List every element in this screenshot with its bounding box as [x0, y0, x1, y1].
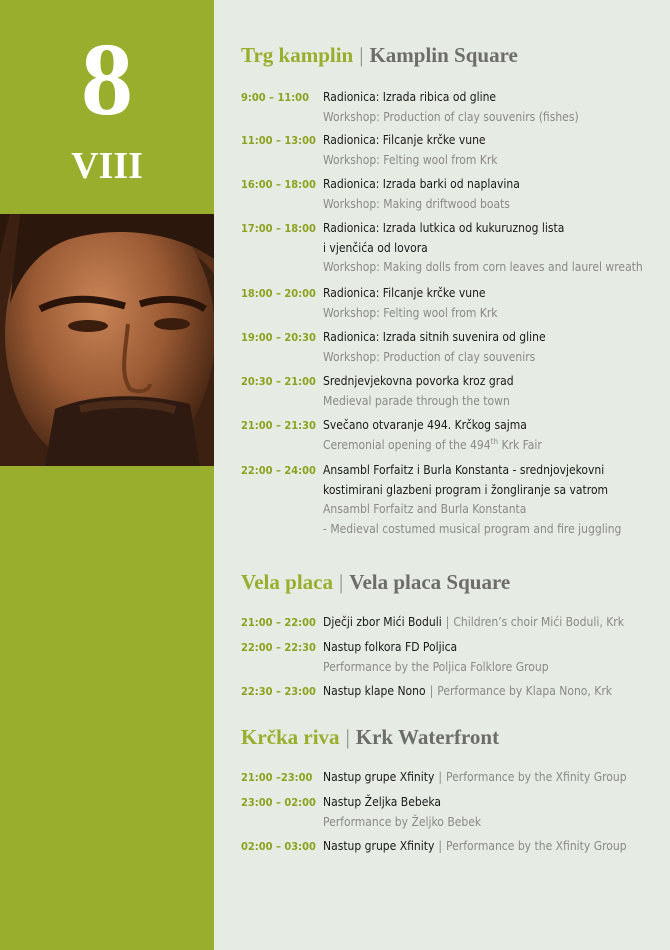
section-separator: | — [359, 43, 364, 67]
event-title-hr: Ansambl Forfaitz i Burla Konstanta - srednjovjekovni kostimirani glazbeni program i žongliranje sa vatrom — [323, 463, 609, 497]
event-title-en-text: Ceremonial opening of the 494 — [323, 437, 491, 452]
date-day: 8 — [81, 22, 133, 137]
ordinal-suffix: th — [490, 436, 499, 446]
event-time: 21:00 – 21:30 — [241, 419, 316, 432]
event-title-en: Performance by the Xfinity Group — [446, 839, 627, 853]
event-title-en: Workshop: Production of clay souvenirs (fishes) — [323, 109, 579, 124]
event-time: 22:30 – 23:00 — [241, 685, 316, 698]
inline-separator: | — [438, 770, 443, 784]
section-title-hr: Krčka riva — [241, 725, 340, 749]
date-month: VIII — [71, 145, 143, 187]
event-time: 17:00 – 18:00 — [241, 222, 316, 235]
event-title-hr: Radionica: Filcanje krčke vune — [323, 286, 486, 300]
event-title-hr: Nastup klape Nono — [323, 684, 426, 698]
section-title-en: Krk Waterfront — [355, 725, 500, 749]
event-time: 21:00 –23:00 — [241, 771, 313, 784]
portrait-photo — [0, 214, 214, 466]
section-heading — [241, 724, 661, 750]
event-time: 18:00 – 20:00 — [241, 287, 316, 300]
event-time: 9:00 – 11:00 — [241, 91, 309, 104]
event-title-en: Workshop: Felting wool from Krk — [323, 305, 498, 320]
event-title-en: Performance by Željko Bebek — [323, 814, 482, 829]
sidebar — [0, 0, 214, 950]
event-time: 21:00 – 22:00 — [241, 616, 316, 629]
section-separator: | — [345, 725, 350, 749]
section-heading — [241, 42, 661, 68]
event-title-hr: Nastup grupe Xfinity — [323, 839, 435, 853]
event-title-hr: Nastup folkora FD Poljica — [323, 640, 458, 654]
event-title-hr: Radionica: Filcanje krčke vune — [323, 133, 486, 147]
event-time: 22:00 – 24:00 — [241, 464, 316, 477]
event-title-hr: Nastup grupe Xfinity — [323, 770, 435, 784]
event-title-hr: Radionica: Izrada ribica od gline — [323, 90, 497, 104]
event-title-en: Children’s choir Mići Boduli, Krk — [453, 615, 624, 629]
event-time: 16:00 – 18:00 — [241, 178, 316, 191]
event-title-en-tail: Krk Fair — [498, 437, 542, 452]
event-time: 20:30 – 21:00 — [241, 375, 316, 388]
event-time: 02:00 – 03:00 — [241, 840, 316, 853]
event-title-hr: Radionica: Izrada lutkica od kukuruznog lista i vjenčića od lovora — [323, 221, 565, 255]
event-title-hr: Nastup Željka Bebeka — [323, 795, 442, 809]
section-title-en: Kamplin Square — [369, 43, 518, 67]
event-title-en: Performance by the Xfinity Group — [446, 770, 627, 784]
event-title-hr: Radionica: Izrada barki od naplavina — [323, 177, 520, 191]
event-title-en: Medieval parade through the town — [323, 393, 510, 408]
inline-separator: | — [438, 839, 443, 853]
inline-separator: | — [429, 684, 434, 698]
event-title-en-line2: - Medieval costumed musical program and fire juggling — [323, 521, 622, 536]
event-title-hr: Srednjevjekovna povorka kroz grad — [323, 374, 514, 388]
event-title-en: Workshop: Felting wool from Krk — [323, 152, 498, 167]
event-title-en: Workshop: Production of clay souvenirs — [323, 349, 536, 364]
event-title-en: Workshop: Making dolls from corn leaves and laurel wreath — [323, 260, 643, 274]
event-title-en — [323, 436, 661, 456]
event-title-en: Workshop: Making driftwood boats — [323, 196, 510, 211]
section-title-en: Vela placa Square — [349, 570, 511, 594]
section-title-hr: Trg kamplin — [241, 43, 354, 67]
section-vela-placa — [241, 569, 661, 595]
section-separator: | — [338, 570, 344, 594]
event-title-hr: Radionica: Izrada sitnih suvenira od gline — [323, 330, 546, 344]
event-time: 22:00 – 22:30 — [241, 641, 316, 654]
event-title-hr: Dječji zbor Mići Boduli — [323, 615, 442, 629]
inline-separator: | — [445, 615, 450, 629]
portrait-image — [0, 214, 214, 466]
section-trg-kamplin — [241, 42, 661, 68]
event-title-en: Performance by Klapa Nono, Krk — [437, 684, 613, 698]
event-title-hr: Svečano otvaranje 494. Krčkog sajma — [323, 418, 527, 432]
event-time: 19:00 – 20:30 — [241, 331, 316, 344]
event-time: 23:00 – 02:00 — [241, 796, 316, 809]
event-title-en: Ansambl Forfaitz and Burla Konstanta — [323, 502, 527, 516]
section-title-hr: Vela placa — [241, 570, 333, 594]
event-title-en: Performance by the Poljica Folklore Group — [323, 659, 549, 674]
event-time: 11:00 – 13:00 — [241, 134, 316, 147]
section-heading — [241, 569, 661, 595]
section-krcka-riva — [241, 724, 661, 750]
